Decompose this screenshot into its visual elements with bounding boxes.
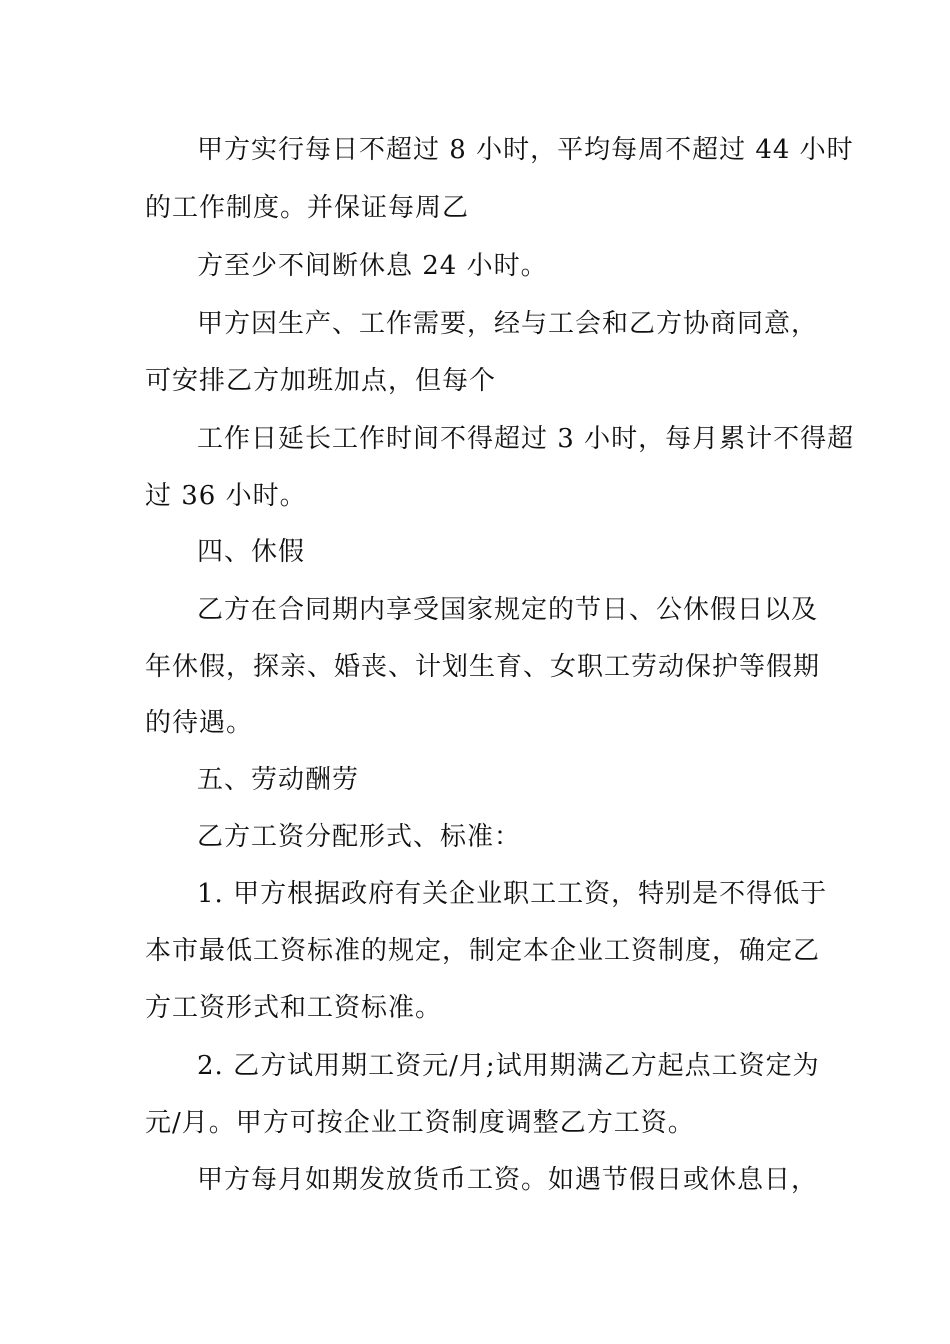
text-line-10: 年休假，探亲、婚丧、计划生育、女职工劳动保护等假期 <box>145 652 821 682</box>
text-line-5: 可安排乙方加班加点，但每个 <box>145 366 497 396</box>
section-heading-leave: 四、休假 <box>197 537 306 567</box>
text-line-14: 1. 甲方根据政府有关企业职工工资，特别是不得低于 <box>197 879 828 909</box>
text-line-16: 方工资形式和工资标准。 <box>145 993 443 1023</box>
text-line-1: 甲方实行每日不超过 8 小时，平均每周不超过 44 小时 <box>197 135 854 165</box>
text-line-17: 2. 乙方试用期工资元/月;试用期满乙方起点工资定为 <box>197 1051 820 1081</box>
text-line-6: 工作日延长工作时间不得超过 3 小时，每月累计不得超 <box>197 424 855 454</box>
text-line-11: 的待遇。 <box>145 708 254 738</box>
text-line-2: 的工作制度。并保证每周乙 <box>145 193 470 223</box>
text-line-4: 甲方因生产、工作需要，经与工会和乙方协商同意， <box>197 309 819 339</box>
text-line-3: 方至少不间断休息 24 小时。 <box>197 251 548 281</box>
text-line-7: 过 36 小时。 <box>145 481 307 511</box>
text-line-15: 本市最低工资标准的规定，制定本企业工资制度，确定乙 <box>145 936 821 966</box>
section-heading-pay: 五、劳动酬劳 <box>197 765 360 795</box>
text-line-9: 乙方在合同期内享受国家规定的节日、公休假日以及 <box>197 595 819 625</box>
text-line-13: 乙方工资分配形式、标准： <box>197 822 522 852</box>
text-line-19: 甲方每月如期发放货币工资。如遇节假日或休息日， <box>197 1165 819 1195</box>
text-line-18: 元/月。甲方可按企业工资制度调整乙方工资。 <box>145 1108 695 1138</box>
